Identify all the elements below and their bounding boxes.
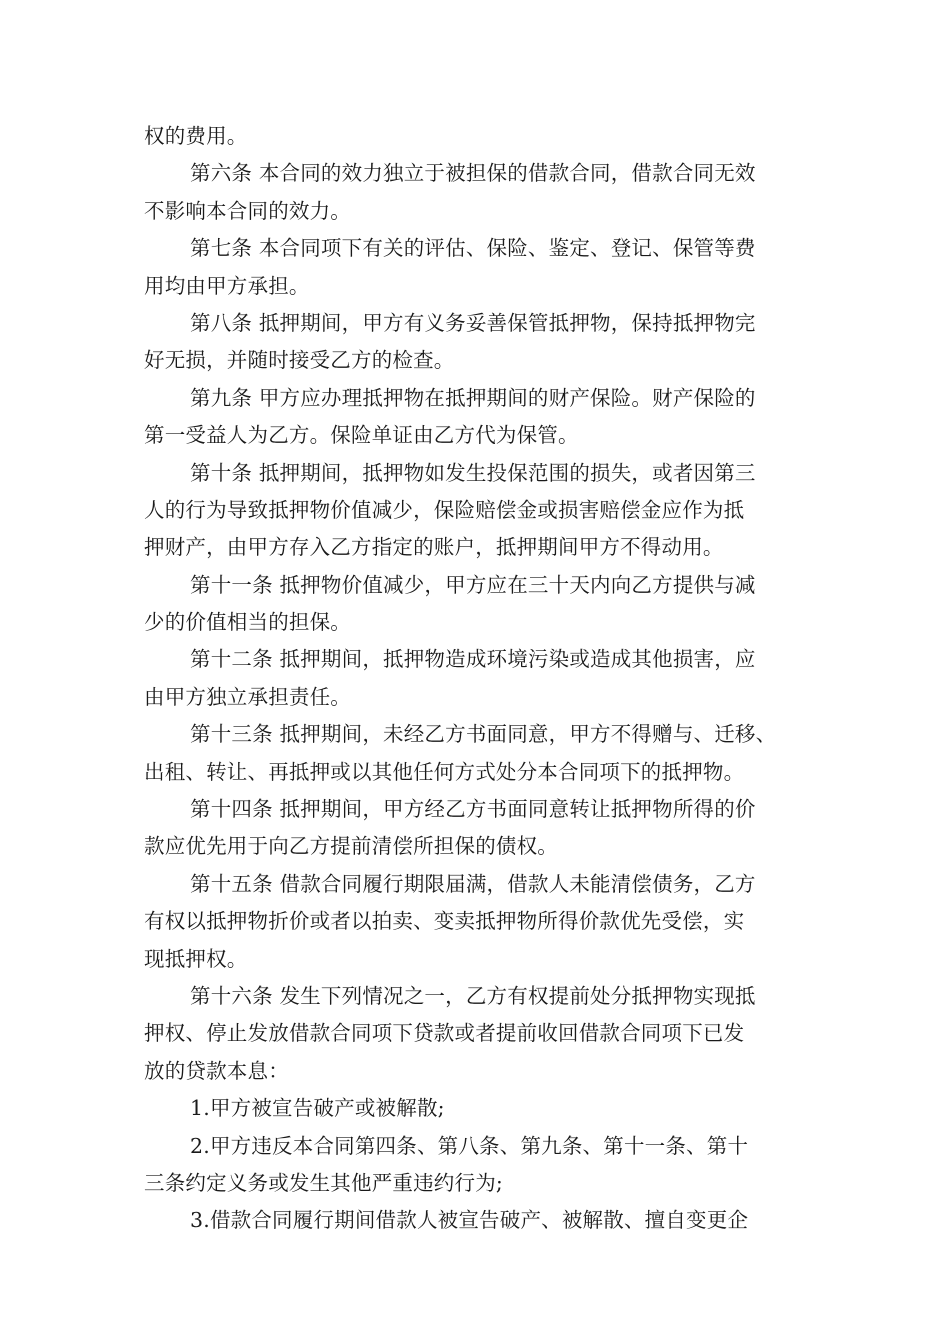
text-line: 第六条 本合同的效力独立于被担保的借款合同，借款合同无效 [190, 161, 756, 186]
text-line: 由甲方独立承担责任。 [144, 684, 351, 709]
document-body [144, 118, 808, 1240]
text-line: 出租、转让、再抵押或以其他任何方式处分本合同项下的抵押物。 [144, 759, 745, 784]
text-line: 第七条 本合同项下有关的评估、保险、鉴定、登记、保管等费 [190, 236, 756, 261]
text-line: 款应优先用于向乙方提前清偿所担保的债权。 [144, 834, 558, 859]
text-line: 人的行为导致抵押物价值减少，保险赔偿金或损害赔偿金应作为抵 [144, 497, 745, 522]
text-line: 押权、停止发放借款合同项下贷款或者提前收回借款合同项下已发 [144, 1021, 745, 1046]
text-line: 权的费用。 [144, 124, 248, 148]
text-line: 2.甲方违反本合同第四条、第八条、第九条、第十一条、第十 [190, 1133, 749, 1158]
text-line: 第一受益人为乙方。保险单证由乙方代为保管。 [144, 423, 579, 448]
text-line: 第十二条 抵押期间，抵押物造成环境污染或造成其他损害，应 [190, 647, 756, 672]
text-line: 有权以抵押物折价或者以拍卖、变卖抵押物所得价款优先受偿，实 [144, 909, 745, 934]
text-line: 用均由甲方承担。 [144, 273, 310, 298]
text-line: 第十三条 抵押期间，未经乙方书面同意，甲方不得赠与、迁移、 [190, 722, 777, 747]
text-line: 少的价值相当的担保。 [144, 610, 351, 635]
text-line: 1.甲方被宣告破产或被解散; [190, 1096, 445, 1121]
text-line: 现抵押权。 [144, 946, 248, 971]
text-line: 三条约定义务或发生其他严重违约行为; [144, 1170, 504, 1195]
text-line: 3.借款合同履行期间借款人被宣告破产、被解散、擅自变更企 [190, 1208, 749, 1233]
text-line: 第十四条 抵押期间，甲方经乙方书面同意转让抵押物所得的价 [190, 797, 756, 822]
text-line: 放的贷款本息： [144, 1058, 289, 1083]
text-line: 第十五条 借款合同履行期限届满，借款人未能清偿债务，乙方 [190, 871, 756, 896]
text-line: 押财产，由甲方存入乙方指定的账户，抵押期间甲方不得动用。 [144, 535, 724, 560]
text-line: 第十一条 抵押物价值减少，甲方应在三十天内向乙方提供与减 [190, 572, 756, 597]
text-line: 好无损，并随时接受乙方的检查。 [144, 348, 455, 373]
text-line: 第十六条 发生下列情况之一，乙方有权提前处分抵押物实现抵 [190, 983, 756, 1008]
text-line: 不影响本合同的效力。 [144, 198, 351, 223]
text-line: 第八条 抵押期间，甲方有义务妥善保管抵押物，保持抵押物完 [190, 310, 756, 335]
text-line: 第十条 抵押期间，抵押物如发生投保范围的损失，或者因第三 [190, 460, 756, 485]
text-line: 第九条 甲方应办理抵押物在抵押期间的财产保险。财产保险的 [190, 385, 756, 410]
